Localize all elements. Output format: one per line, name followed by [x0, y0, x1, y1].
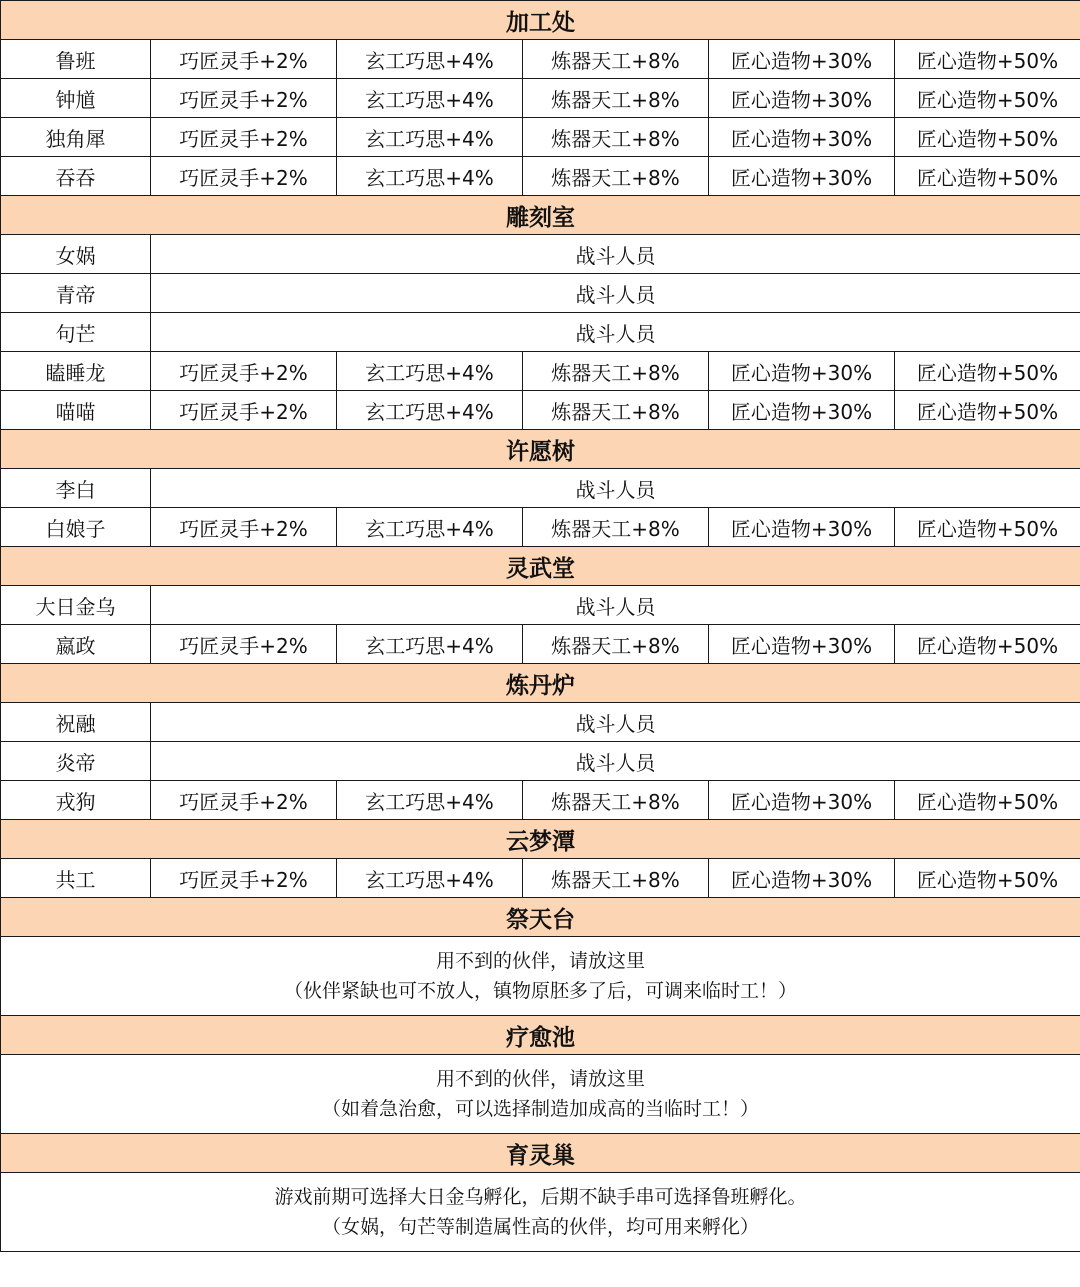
- note-cell: [1, 937, 1080, 1016]
- section-title: 育灵巢: [1, 1134, 1080, 1173]
- partner-name: 喵喵: [1, 391, 151, 430]
- skill-cell: 匠心造物+50%: [895, 118, 1080, 157]
- combat-label: 战斗人员: [151, 313, 1080, 352]
- combat-label: 战斗人员: [151, 703, 1080, 742]
- combat-label: 战斗人员: [151, 235, 1080, 274]
- partner-name: 大日金乌: [1, 586, 151, 625]
- note-row: [1, 937, 1080, 1016]
- skill-cell: 玄工巧思+4%: [337, 625, 523, 664]
- skill-cell: 炼器天工+8%: [523, 79, 709, 118]
- skill-cell: 玄工巧思+4%: [337, 859, 523, 898]
- partner-name: 共工: [1, 859, 151, 898]
- skill-cell: 炼器天工+8%: [523, 118, 709, 157]
- partner-name: 祝融: [1, 703, 151, 742]
- partner-name: 青帝: [1, 274, 151, 313]
- skill-cell: 匠心造物+50%: [895, 352, 1080, 391]
- partner-name: 钟馗: [1, 79, 151, 118]
- section-title: 疗愈池: [1, 1016, 1080, 1055]
- note-row: [1, 1173, 1080, 1252]
- skill-cell: 炼器天工+8%: [523, 352, 709, 391]
- skill-cell: 炼器天工+8%: [523, 859, 709, 898]
- partner-name: 嬴政: [1, 625, 151, 664]
- skill-cell: 玄工巧思+4%: [337, 508, 523, 547]
- partner-name: 女娲: [1, 235, 151, 274]
- skill-cell: 巧匠灵手+2%: [151, 859, 337, 898]
- note-cell: [1, 1173, 1080, 1252]
- table-row: [1, 274, 1080, 313]
- section-title: 雕刻室: [1, 196, 1080, 235]
- table-row: [1, 313, 1080, 352]
- partner-name: 戎狗: [1, 781, 151, 820]
- skill-cell: 炼器天工+8%: [523, 781, 709, 820]
- table-row: [1, 781, 1080, 820]
- combat-label: 战斗人员: [151, 274, 1080, 313]
- section-header-row: [1, 547, 1080, 586]
- skill-cell: 炼器天工+8%: [523, 508, 709, 547]
- note-line: 用不到的伙伴，请放这里: [436, 950, 646, 972]
- table-row: [1, 391, 1080, 430]
- skill-cell: 巧匠灵手+2%: [151, 391, 337, 430]
- section-title: 云梦潭: [1, 820, 1080, 859]
- skill-cell: 匠心造物+30%: [709, 40, 895, 79]
- skill-cell: 匠心造物+30%: [709, 859, 895, 898]
- section-header-row: [1, 430, 1080, 469]
- skill-cell: 玄工巧思+4%: [337, 781, 523, 820]
- partner-name: 李白: [1, 469, 151, 508]
- skill-cell: 匠心造物+50%: [895, 859, 1080, 898]
- note-line: 游戏前期可选择大日金乌孵化，后期不缺手串可选择鲁班孵化。: [274, 1186, 807, 1208]
- table-row: [1, 586, 1080, 625]
- section-title: 祭天台: [1, 898, 1080, 937]
- skill-cell: 玄工巧思+4%: [337, 391, 523, 430]
- skill-cell: 巧匠灵手+2%: [151, 781, 337, 820]
- skill-cell: 匠心造物+30%: [709, 157, 895, 196]
- table-row: [1, 508, 1080, 547]
- skill-cell: 玄工巧思+4%: [337, 352, 523, 391]
- table-row: [1, 742, 1080, 781]
- section-title: 灵武堂: [1, 547, 1080, 586]
- section-title: 炼丹炉: [1, 664, 1080, 703]
- section-title: 许愿树: [1, 430, 1080, 469]
- skill-cell: 玄工巧思+4%: [337, 40, 523, 79]
- table-row: [1, 703, 1080, 742]
- note-row: [1, 1055, 1080, 1134]
- skill-cell: 匠心造物+50%: [895, 781, 1080, 820]
- combat-label: 战斗人员: [151, 742, 1080, 781]
- partner-name: 瞌睡龙: [1, 352, 151, 391]
- skill-cell: 巧匠灵手+2%: [151, 40, 337, 79]
- section-header-row: [1, 820, 1080, 859]
- section-title: 加工处: [1, 1, 1080, 40]
- skill-cell: 巧匠灵手+2%: [151, 625, 337, 664]
- skill-cell: 匠心造物+30%: [709, 781, 895, 820]
- partner-name: 炎帝: [1, 742, 151, 781]
- skill-cell: 匠心造物+30%: [709, 79, 895, 118]
- table-row: [1, 79, 1080, 118]
- skill-cell: 巧匠灵手+2%: [151, 352, 337, 391]
- section-header-row: [1, 1, 1080, 40]
- partner-name: 独角犀: [1, 118, 151, 157]
- skill-cell: 匠心造物+50%: [895, 79, 1080, 118]
- partner-name: 白娘子: [1, 508, 151, 547]
- skill-cell: 巧匠灵手+2%: [151, 79, 337, 118]
- skill-cell: 匠心造物+30%: [709, 508, 895, 547]
- section-header-row: [1, 664, 1080, 703]
- skill-cell: 玄工巧思+4%: [337, 79, 523, 118]
- table-row: [1, 118, 1080, 157]
- skill-cell: 炼器天工+8%: [523, 40, 709, 79]
- note-line: （女娲，句芒等制造属性高的伙伴，均可用来孵化）: [322, 1216, 760, 1238]
- skill-cell: 炼器天工+8%: [523, 625, 709, 664]
- skill-cell: 匠心造物+30%: [709, 118, 895, 157]
- note-line: （伙伴紧缺也可不放人，镇物原胚多了后，可调来临时工！）: [284, 980, 798, 1002]
- section-header-row: [1, 1134, 1080, 1173]
- skill-cell: 玄工巧思+4%: [337, 157, 523, 196]
- table-row: [1, 625, 1080, 664]
- skill-cell: 巧匠灵手+2%: [151, 157, 337, 196]
- combat-label: 战斗人员: [151, 469, 1080, 508]
- section-header-row: [1, 196, 1080, 235]
- skill-cell: 匠心造物+50%: [895, 391, 1080, 430]
- table-row: [1, 235, 1080, 274]
- partner-name: 吞吞: [1, 157, 151, 196]
- skill-cell: 匠心造物+30%: [709, 352, 895, 391]
- skill-cell: 匠心造物+30%: [709, 625, 895, 664]
- skill-cell: 巧匠灵手+2%: [151, 508, 337, 547]
- skill-cell: 炼器天工+8%: [523, 157, 709, 196]
- skill-cell: 匠心造物+50%: [895, 625, 1080, 664]
- note-cell: [1, 1055, 1080, 1134]
- note-line: 用不到的伙伴，请放这里: [436, 1068, 646, 1090]
- skill-cell: 匠心造物+50%: [895, 508, 1080, 547]
- combat-label: 战斗人员: [151, 586, 1080, 625]
- table-row: [1, 859, 1080, 898]
- skill-cell: 匠心造物+50%: [895, 40, 1080, 79]
- skill-cell: 匠心造物+50%: [895, 157, 1080, 196]
- assignment-table-body: [1, 1, 1080, 1252]
- partner-name: 句芒: [1, 313, 151, 352]
- skill-cell: 匠心造物+30%: [709, 391, 895, 430]
- table-row: [1, 40, 1080, 79]
- skill-cell: 炼器天工+8%: [523, 391, 709, 430]
- section-header-row: [1, 1016, 1080, 1055]
- partner-name: 鲁班: [1, 40, 151, 79]
- note-line: （如着急治愈，可以选择制造加成高的当临时工！）: [322, 1098, 760, 1120]
- skill-cell: 巧匠灵手+2%: [151, 118, 337, 157]
- table-row: [1, 157, 1080, 196]
- table-row: [1, 469, 1080, 508]
- skill-cell: 玄工巧思+4%: [337, 118, 523, 157]
- table-row: [1, 352, 1080, 391]
- section-header-row: [1, 898, 1080, 937]
